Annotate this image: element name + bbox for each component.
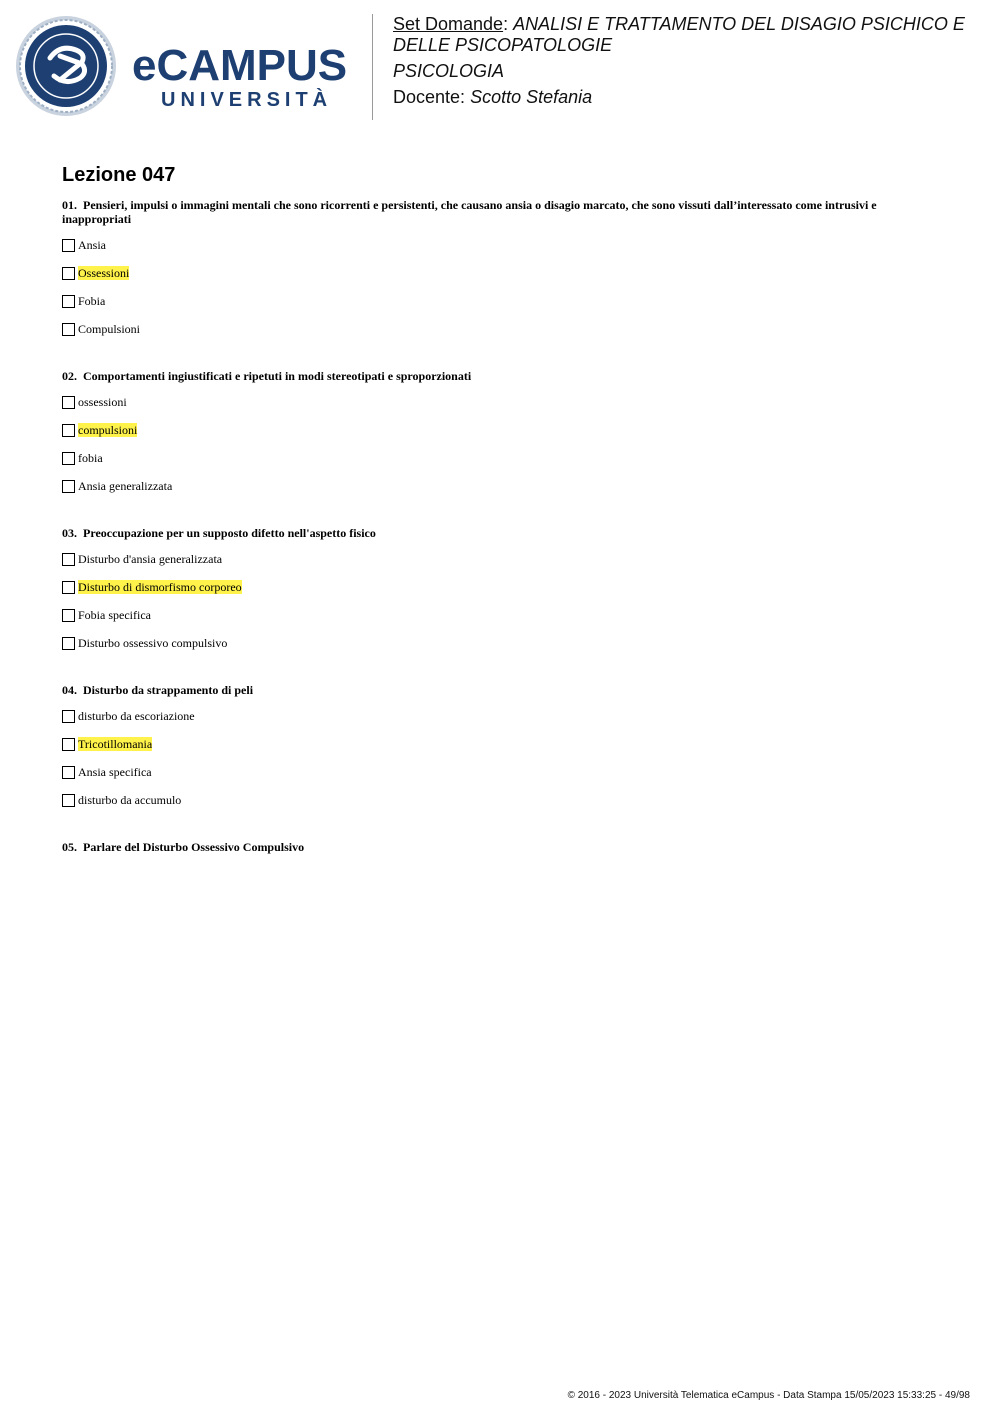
- checkbox[interactable]: [62, 609, 75, 622]
- question-text: 02. Comportamenti ingiustificati e ripetuti in modi stereotipati e sproporzionati: [62, 369, 472, 383]
- checkbox[interactable]: [62, 553, 75, 566]
- lesson-title: Lezione 047: [62, 164, 176, 186]
- answer-option[interactable]: ossessioni: [62, 394, 942, 410]
- checkbox[interactable]: [62, 452, 75, 465]
- question-text: 03. Preoccupazione per un supposto difetto nell'aspetto fisico: [62, 526, 376, 540]
- subject: PSICOLOGIA: [393, 61, 505, 81]
- checkbox[interactable]: [62, 480, 75, 493]
- answer-option[interactable]: Ansia: [62, 237, 942, 253]
- teacher-name: Scotto Stefania: [470, 87, 593, 107]
- question-text: 01. Pensieri, impulsi o immagini mentali che sono ricorrenti e persistenti, che causano ansia o disagio marcato, che sono vissuti dall’interessato come intrusivi e inappropriati: [62, 198, 877, 226]
- checkbox[interactable]: [62, 581, 75, 594]
- answer-option[interactable]: Fobia: [62, 293, 942, 309]
- header-divider: [372, 14, 373, 120]
- checkbox[interactable]: [62, 267, 75, 280]
- course-info: Set Domande: ANALISI E TRATTAMENTO DEL DISAGIO PSICHICO E DELLE PSICOPATOLOGIE PSICOLOGIA Docente: Scotto Stefania: [393, 14, 965, 107]
- answer-option[interactable]: Disturbo d'ansia generalizzata: [62, 551, 942, 567]
- checkbox[interactable]: [62, 396, 75, 409]
- page-header: [0, 0, 1000, 130]
- question-block: [62, 526, 942, 651]
- ecampus-logo: [14, 14, 359, 118]
- checkbox[interactable]: [62, 738, 75, 751]
- logo-sub: UNIVERSITÀ: [161, 89, 333, 111]
- checkbox[interactable]: [62, 794, 75, 807]
- answer-option[interactable]: disturbo da accumulo: [62, 792, 942, 808]
- answer-option[interactable]: Fobia specifica: [62, 607, 942, 623]
- answer-option[interactable]: Disturbo di dismorfismo corporeo: [62, 579, 942, 595]
- checkbox[interactable]: [62, 637, 75, 650]
- answer-option[interactable]: Ansia specifica: [62, 764, 942, 780]
- answer-option[interactable]: Ossessioni: [62, 265, 942, 281]
- checkbox[interactable]: [62, 424, 75, 437]
- question-block: [62, 198, 942, 337]
- checkbox[interactable]: [62, 295, 75, 308]
- checkbox[interactable]: [62, 710, 75, 723]
- question-list: [62, 198, 942, 886]
- page-footer: © 2016 - 2023 Università Telematica eCampus - Data Stampa 15/05/2023 15:33:25 - 49/98: [567, 1390, 970, 1401]
- question-block: [62, 369, 942, 494]
- answer-option[interactable]: Disturbo ossessivo compulsivo: [62, 635, 942, 651]
- set-title-line2: DELLE PSICOPATOLOGIE: [393, 35, 613, 55]
- answer-option[interactable]: compulsioni: [62, 422, 942, 438]
- ecampus-seal-icon: [16, 16, 116, 116]
- question-text: 05. Parlare del Disturbo Ossessivo Compulsivo: [62, 840, 305, 854]
- checkbox[interactable]: [62, 323, 75, 336]
- answer-option[interactable]: Compulsioni: [62, 321, 942, 337]
- answer-option[interactable]: Ansia generalizzata: [62, 478, 942, 494]
- question-text: 04. Disturbo da strappamento di peli: [62, 683, 254, 697]
- set-label: Set Domande: [393, 14, 504, 34]
- teacher-label: Docente:: [393, 87, 466, 107]
- set-title-line1: ANALISI E TRATTAMENTO DEL DISAGIO PSICHICO E: [513, 14, 965, 34]
- answer-option[interactable]: fobia: [62, 450, 942, 466]
- question-block: [62, 840, 942, 854]
- answer-option[interactable]: Tricotillomania: [62, 736, 942, 752]
- answer-option[interactable]: disturbo da escoriazione: [62, 708, 942, 724]
- checkbox[interactable]: [62, 766, 75, 779]
- logo-brand: eCAMPUS: [132, 41, 348, 90]
- checkbox[interactable]: [62, 239, 75, 252]
- question-block: [62, 683, 942, 808]
